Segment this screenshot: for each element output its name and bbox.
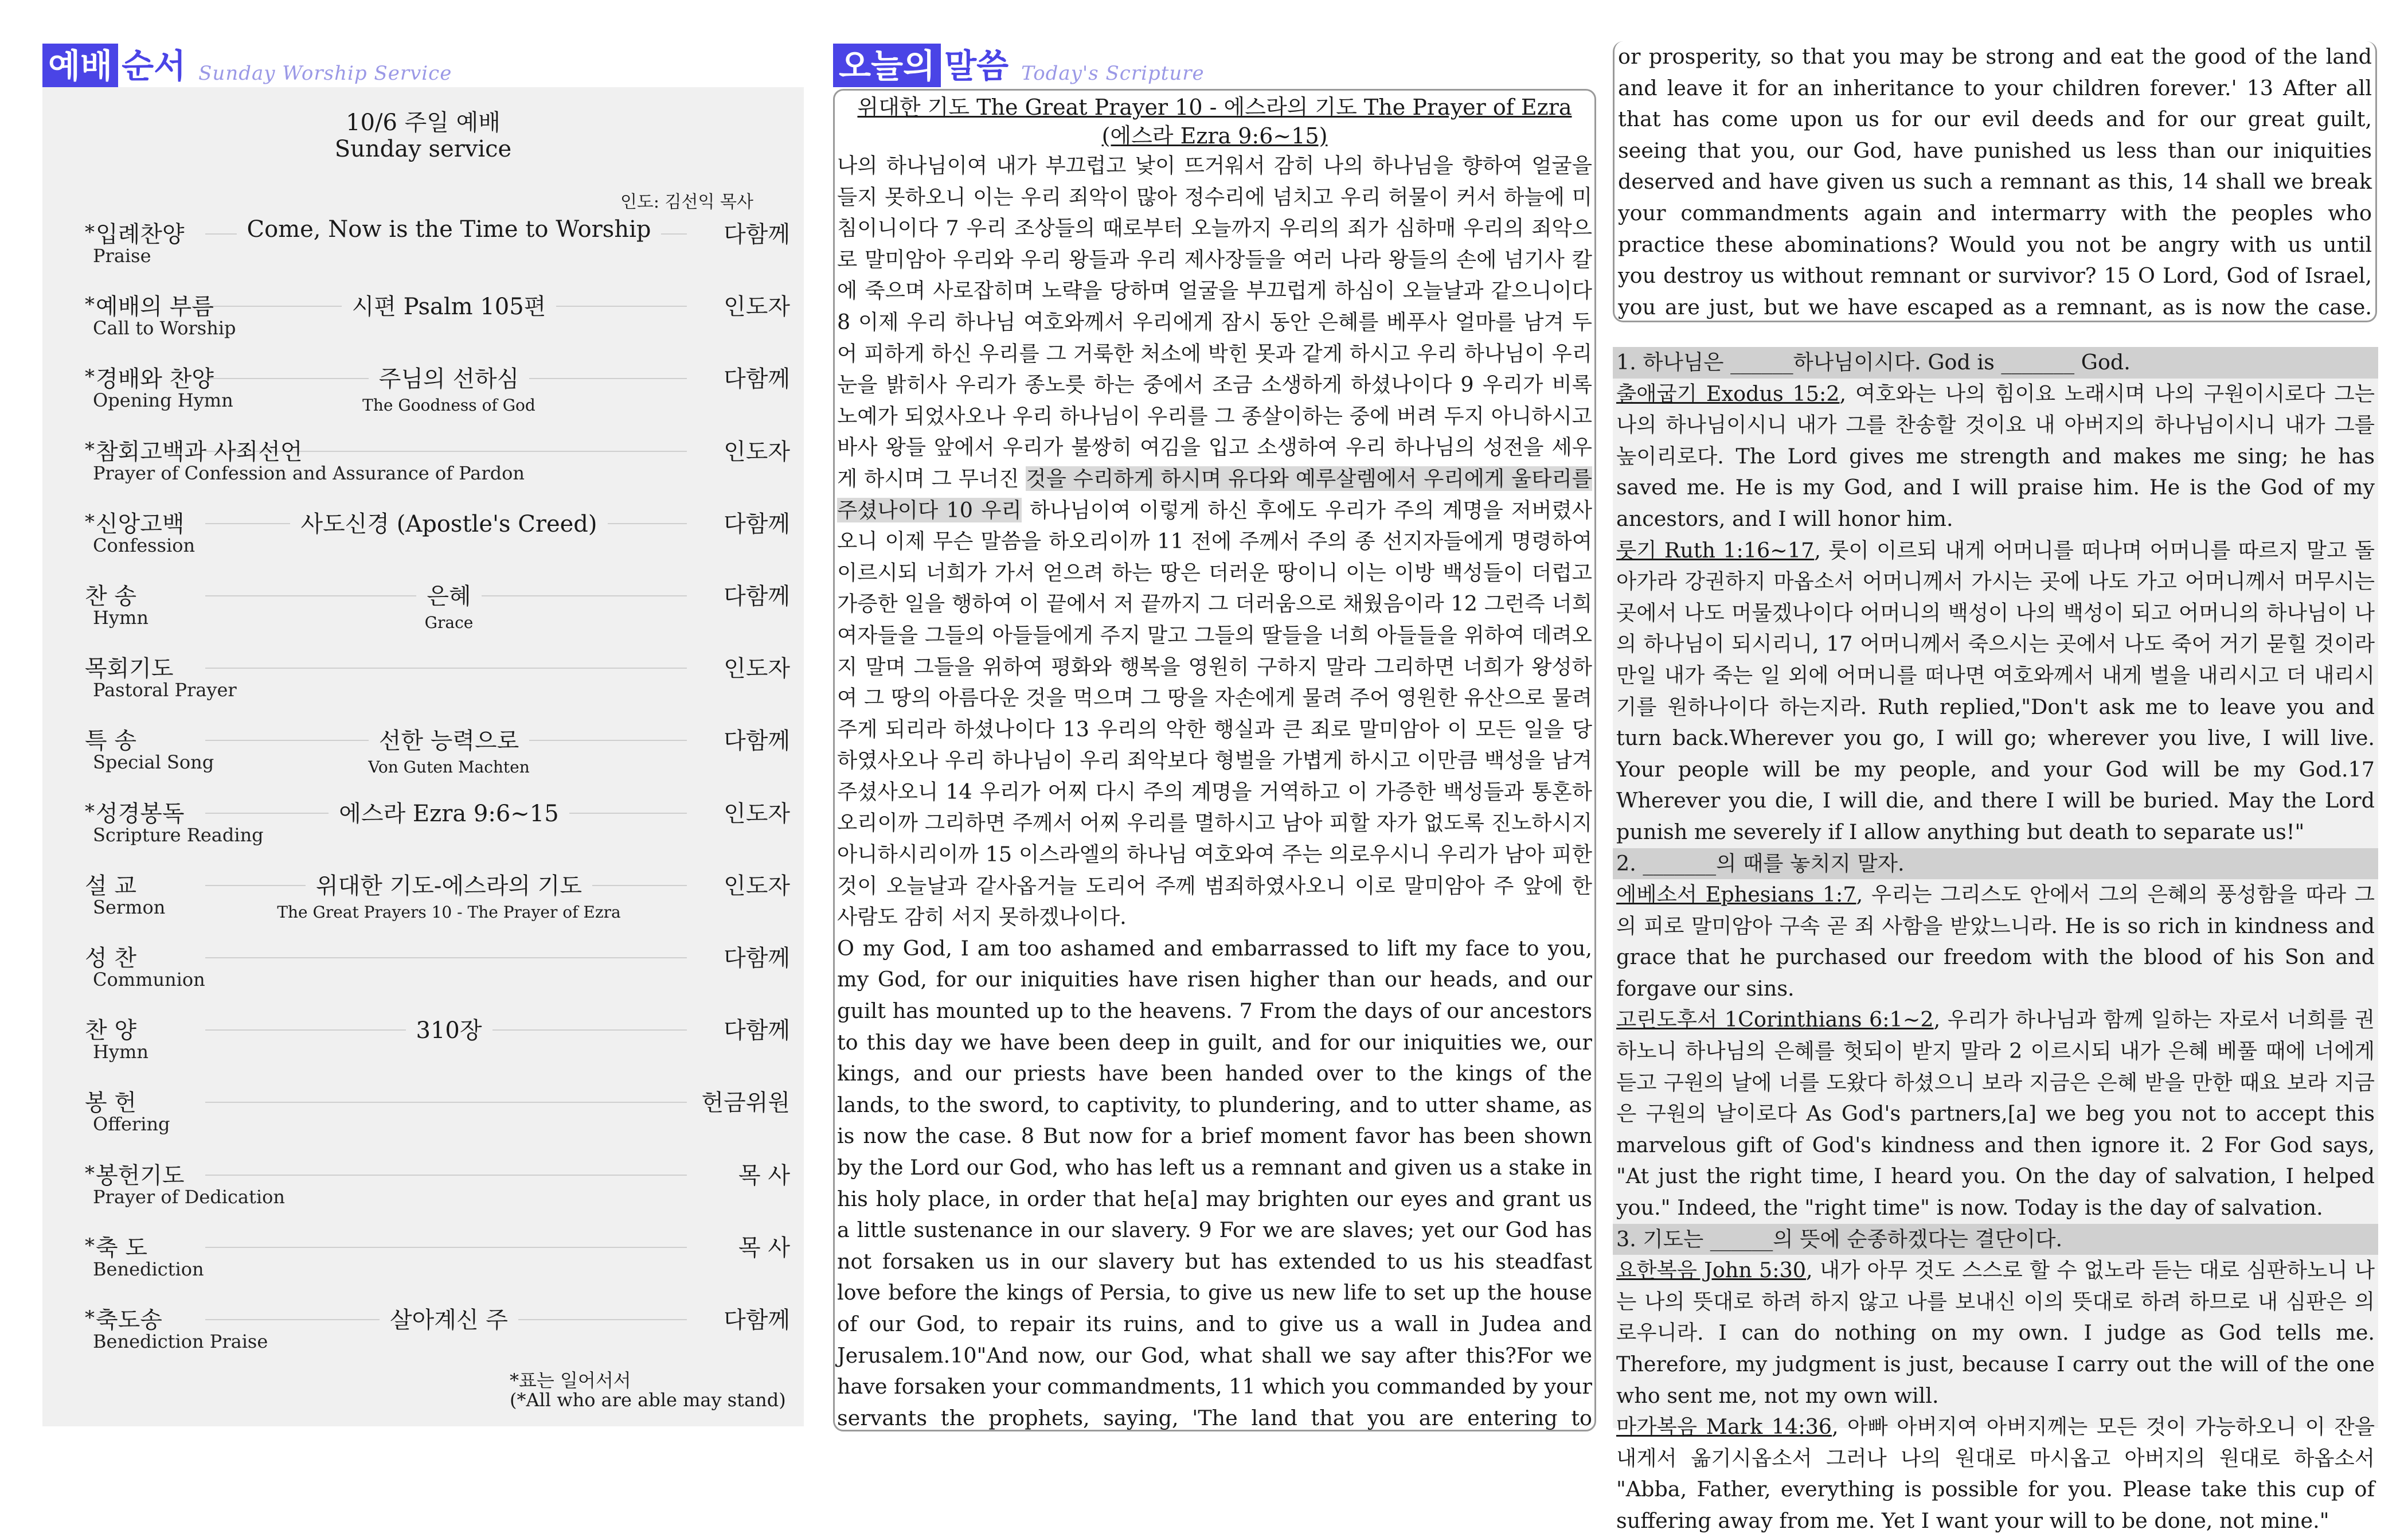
verse-text: , 우리는 그리스도 안에서 그의 은혜의 풍성함을 따라 그의 피로 말미암아 구속 곧 죄 사함을 받았느니라. He is so rich in kindness and grace that he purchased our freedom with the blood of his Son and forgave our sins. <box>1616 882 2375 1001</box>
scripture-panel <box>833 89 1596 1431</box>
order-item <box>85 288 790 352</box>
order-item-detail-main: 에스라 Ezra 9:6~15 <box>329 795 569 828</box>
sermon-point-heading: 1. 하나님은 ______하나님이시다. God is _______ God. <box>1613 347 2378 379</box>
order-item-role: 다함께 <box>714 578 790 611</box>
order-item <box>85 216 790 279</box>
order-item-role: 인도자 <box>714 288 790 321</box>
scripture-ko-part2: 하나님이여 이렇게 하신 후에도 우리가 주의 계명을 저버렸사오니 이제 무슨 말씀을 하오리이까 11 전에 주께서 주의 종 선지자들에게 명령하여 이르시되 너희가 가서 얻으려 하는 땅은 더러운 땅이니 이는 이방 백성들이 더럽고 가증한 일을 행하여 이 끝에서 저 끝까지 그 더러움으로 채웠음이라 12 그런즉 너희 여자들을 그들의 아들들에게 주지 말고 그들의 딸들을 너희 아들들을 위하여 데려오지 말며 그들을 위하여 평화와 행복을 영원히 구하지 말라 그리하면 너희가 왕성하여 그 땅의 아름다운 것을 먹으며 그 땅을 자손에게 물려 주어 영원한 유산으로 물려 주게 되리라 하셨나이다 13 우리의 악한 행실과 큰 죄로 말미암아 이 모든 일을 당하였사오나 우리 하나님이 우리 죄악보다 형벌을 가볍게 하시고 이만큼 백성을 남겨 주셨사오니 14 우리가 어찌 다시 주의 계명을 거역하고 이 가증한 백성들과 통혼하오리이까 그리하면 주께서 어찌 우리를 멸하시고 남아 피할 자가 없도록 진노하시지 아니하시리이까 15 이스라엘의 하나님 여호와여 주는 의로우시니 우리가 남아 피한 것이 오늘날과 같사옵거늘 도리어 주께 범죄하였사오니 이로 말미암아 주 앞에 한 사람도 감히 서지 못하겠나이다. <box>837 497 1592 930</box>
sermon-point-reference <box>1613 1411 2378 1536</box>
scripture-header <box>833 41 1205 87</box>
scripture-ko-highlight: 것을 수리하게 하시며 유다와 예루살렘에서 우리에게 울타리를 주셨나이다 10 우리 <box>837 466 1592 522</box>
order-item <box>85 940 790 1003</box>
order-item <box>85 361 790 424</box>
stand-asterisk: * <box>85 799 95 823</box>
order-item <box>85 578 790 641</box>
stand-asterisk: * <box>85 1161 95 1185</box>
order-item-detail-sub: Grace <box>424 613 474 632</box>
order-item-ko-label: 성경봉독 <box>96 800 185 827</box>
order-item-detail-sub: The Great Prayers 10 - The Prayer of Ezra <box>277 902 621 922</box>
order-item-detail-sub: The Goodness of God <box>362 396 535 415</box>
leader-line <box>205 1102 687 1103</box>
order-item-en: Scripture Reading <box>93 824 264 846</box>
verse-text: , 룻이 이르되 내게 어머니를 떠나며 어머니를 따르지 말고 돌아가라 강권하지 마옵소서 어머니께서 가시는 곳에 나도 가고 어머니께서 머무시는 곳에서 나도 머물겠나이다 어머니의 백성이 나의 백성이 되고 어머니의 하나님이 나의 하나님이 되시리니, 17 어머니께서 죽으시는 곳에서 나도 죽어 거기 묻힐 것이라 만일 내가 죽는 일 외에 어머니를 떠나면 여호와께서 내게 벌을 내리시고 더 내리시기를 원하나이다 하는지라. Ruth replied,"Don't ask me to leave you and turn back.Wherever you go, I will go; wherever you live, I will live. Your people will be my people, and your God will be my God.17 Wherever you die, I will die, and there I will be buried. May the Lord punish me severely if I allow anything but death to separate us!" <box>1616 537 2375 844</box>
scripture-en-part1: O my God, I am too ashamed and embarrassed to lift my face to you, my God, for our iniquities have risen higher than our heads, and our guilt has mounted up to the heavens. 7 From the days of our ancestors to this day we have been deep in guilt, and for our iniquities we, our kings, and our priests have been handed over to the kings of the lands, to the sword, to captivity, to plundering, and to utter shame, as is now the case. 8 But now for a brief moment favor has been shown by the Lord our God, who has left us a remnant and given us a stake in his holy place, in order that he[a] may brighten our eyes and grant us a little sustenance in our slavery. 9 For we are slaves; yet our God has not forsaken us in our slavery but has extended to us his steadfast love before the kings of Persia, to give us new life to set up the house of our God, to repair its ruins, and to give us a wall in Judea and Jerusalem.10"And now, our God, what shall we say after this?For we have forsaken your commandments, 11 which you commanded by your servants the prophets, saying, 'The land that you are entering to <box>837 935 1592 1430</box>
leader-line <box>205 1247 687 1248</box>
stand-asterisk: * <box>85 1234 95 1257</box>
order-item-role: 목 사 <box>729 1230 790 1262</box>
order-item <box>85 650 790 713</box>
order-item-detail-main: 위대한 기도-에스라의 기도 <box>306 868 592 900</box>
order-item <box>85 1085 790 1148</box>
scripture-title <box>835 93 1594 150</box>
order-item <box>85 506 790 569</box>
verse-reference: 마가복음 Mark 14:36 <box>1616 1414 1832 1440</box>
service-leader: 인도: 김선익 목사 <box>620 192 753 212</box>
order-item-ko <box>85 434 302 466</box>
scripture-ko-part1: 나의 하나님이여 내가 부끄럽고 낯이 뜨거워서 감히 나의 하나님을 향하여 얼굴을 들지 못하오니 이는 우리 죄악이 많아 정수리에 넘치고 우리 허물이 커서 하늘에 미침이니이다 7 우리 조상들의 때로부터 오늘까지 우리의 죄가 심하매 우리의 죄악으로 말미암아 우리와 우리 왕들과 우리 제사장들을 여러 나라 왕들의 손에 넘기사 칼에 죽으며 사로잡히며 노략을 당하며 얼굴을 부끄럽게 하심이 오늘날과 같으니이다 8 이제 우리 하나님 여호와께서 우리에게 잠시 동안 은혜를 베푸사 얼마를 남겨 두어 피하게 하신 우리를 그 거룩한 처소에 박힌 못과 같게 하시고 우리 하나님이 우리 눈을 밝히사 우리가 종노릇 하는 중에서 조금 소생하게 하셨나이다 9 우리가 비록 노예가 되었사오나 우리 하나님이 우리를 그 종살이하는 중에 버려 두지 아니하시고 바사 왕들 앞에서 우리가 불쌍히 여김을 입고 소생하여 우리 하나님의 성전을 세우게 하시며 그 무너진 <box>837 153 1592 491</box>
order-item-en: Prayer of Dedication <box>93 1185 285 1208</box>
order-item-detail-main: 주님의 선하심 <box>369 361 530 393</box>
stand-asterisk: * <box>85 293 95 317</box>
sermon-point-heading: 2. _______의 때를 놓치지 말자. <box>1613 848 2378 880</box>
order-item-detail <box>177 723 721 777</box>
order-item-ko-label: 찬 송 <box>85 583 136 610</box>
order-item-role: 인도자 <box>714 795 790 828</box>
verse-reference: 룻기 Ruth 1:16~17 <box>1616 537 1815 563</box>
order-item-detail-main: 시편 Psalm 105편 <box>342 288 557 321</box>
order-item-role: 인도자 <box>714 868 790 900</box>
order-item-ko-label: 설 교 <box>85 872 136 899</box>
stand-asterisk: * <box>85 1306 95 1329</box>
order-item-en: Communion <box>93 969 205 990</box>
verse-text: , 여호와는 나의 힘이요 노래시며 나의 구원이시로다 그는 나의 하나님이시니 내가 그를 찬송할 것이요 내 아버지의 하나님이시니 내가 그를 높이리로다. The Lord gives me strength and makes me sing; he has saved me. He is my God, and I will praise him. He is the God of my ancestors, and I will honor him. <box>1616 381 2375 531</box>
order-item <box>85 434 790 497</box>
service-subtitle: Sunday service <box>334 136 512 162</box>
order-item-ko <box>85 868 136 900</box>
order-item <box>85 1302 790 1365</box>
order-item-en: Sermon <box>93 896 166 918</box>
order-item-en: Prayer of Confession and Assurance of Pardon <box>93 462 525 484</box>
order-item-role: 다함께 <box>714 723 790 755</box>
order-item-role: 다함께 <box>714 940 790 973</box>
order-item-ko-label: 특 송 <box>85 728 136 755</box>
order-header <box>42 41 452 87</box>
verse-reference: 고린도후서 1Corinthians 6:1~2 <box>1616 1007 1934 1032</box>
order-item-ko <box>85 1230 147 1262</box>
order-item-detail-main: 사도신경 (Apostle's Creed) <box>290 506 607 539</box>
order-item <box>85 723 790 786</box>
order-item-ko <box>85 506 185 539</box>
order-item <box>85 868 790 931</box>
footnote-en: (*All who are able may stand) <box>510 1389 786 1411</box>
order-item-detail <box>177 1302 721 1335</box>
scripture-continuation: or prosperity, so that you may be strong and eat the good of the land and leave it for an inheritance to your children forever.' 13 After all that has come upon us for our evil deeds and for our great guilt, seeing that you, our God, have punished us less than our iniquities deserved and have given us such a remnant as this, 14 shall we break your commandments again and intermarry with the peoples who practice these abominations? Would you not be angry with us until you destroy us without remnant or survivor? 15 O Lord, God of Israel, you are just, but we have escaped as a remnant, as is now the case. <box>1613 41 2377 322</box>
order-item-detail-main: 은혜 <box>416 578 481 611</box>
stand-asterisk: * <box>85 221 95 244</box>
sermon-points-panel <box>1613 347 2378 1533</box>
order-item-role: 헌금위원 <box>692 1085 790 1117</box>
order-item-ko-label: 목회기도 <box>85 656 174 682</box>
verse-reference: 에베소서 Ephesians 1:7 <box>1616 882 1856 907</box>
order-item-role: 다함께 <box>714 216 790 249</box>
order-item-en: Confession <box>93 534 196 556</box>
order-item <box>85 1012 790 1075</box>
stand-asterisk: * <box>85 438 95 461</box>
order-header-en: Sunday Worship Service <box>198 62 452 85</box>
sermon-point-reference <box>1613 1255 2378 1411</box>
order-item <box>85 1230 790 1293</box>
order-item-role: 다함께 <box>714 361 790 393</box>
scripture-header-ko2: 말씀 <box>944 46 1009 85</box>
order-item-detail <box>177 361 721 415</box>
order-item-ko-label: 예배의 부름 <box>96 294 214 321</box>
order-item-detail-main: 선한 능력으로 <box>369 723 530 755</box>
order-item-ko <box>85 940 136 973</box>
order-item-ko <box>85 1302 162 1335</box>
order-item-role: 다함께 <box>714 506 790 539</box>
order-item-role: 인도자 <box>714 650 790 683</box>
order-item-role: 목 사 <box>729 1157 790 1190</box>
verse-reference: 요한복음 John 5:30 <box>1616 1258 1807 1283</box>
order-item-detail-main: 310장 <box>406 1012 492 1045</box>
order-item-detail <box>177 1012 721 1045</box>
order-item-ko <box>85 650 174 683</box>
order-item-en: Hymn <box>93 1041 148 1063</box>
order-item <box>85 795 790 859</box>
order-item-en: Benediction Praise <box>93 1331 268 1352</box>
sermon-point-reference <box>1613 535 2378 848</box>
verse-text: , 우리가 하나님과 함께 일하는 자로서 너희를 권하노니 하나님의 은혜를 헛되이 받지 말라 2 이르시되 내가 은혜 베풀 때에 너에게 듣고 구원의 날에 너를 도왔다 하셨으니 보라 지금은 은혜 받을 만한 때요 보라 지금은 구원의 날이로다 As God's partners,[a] we beg you not to accept this marvelous gift of God's kindness and then ignore it. 2 For God says, "At just the right time, I heard you. On the day of salvation, I helped you." Indeed, the "right time" is now. Today is the day of salvation. <box>1616 1007 2375 1220</box>
order-item-role: 다함께 <box>714 1302 790 1335</box>
order-item-detail-sub: Von Guten Machten <box>368 758 530 777</box>
order-item-ko-label: 경배와 찬양 <box>96 366 214 393</box>
order-item-detail <box>177 868 721 922</box>
scripture-title-main: 위대한 기도 The Great Prayer 10 - 에스라의 기도 The Prayer of Ezra <box>857 95 1572 120</box>
order-item-en: Hymn <box>93 607 148 629</box>
order-item-en: Praise <box>93 245 151 267</box>
order-item-ko <box>85 578 136 611</box>
leader-line <box>205 1175 687 1176</box>
scripture-title-ref: (에스라 Ezra 9:6~15) <box>1101 123 1328 149</box>
sermon-point-reference <box>1613 879 2378 1004</box>
order-item-ko-label: 신앙고백 <box>96 510 185 537</box>
order-item-role: 다함께 <box>714 1012 790 1045</box>
leader-line <box>205 668 687 669</box>
order-of-worship-panel <box>42 87 804 1426</box>
order-item-detail <box>177 506 721 539</box>
order-item-detail <box>177 216 721 243</box>
order-item-role: 인도자 <box>714 434 790 466</box>
order-item-detail <box>177 288 721 321</box>
order-item-ko <box>85 795 185 828</box>
leader-line <box>205 957 687 958</box>
order-item-en: Offering <box>93 1113 170 1136</box>
verse-text: , 아빠 아버지여 아버지께는 모든 것이 가능하오니 이 잔을 내게서 옮기시옵소서 그러나 나의 원대로 마시옵고 아버지의 원대로 하옵소서 "Abba, Father, everything is possible for you. Please take this cup of suffering away from me. Yet I want your will to be done, not mine." <box>1616 1414 2375 1533</box>
order-item-ko-label: 축도송 <box>96 1307 162 1333</box>
verse-text: , 내가 아무 것도 스스로 할 수 없노라 듣는 대로 심판하노니 나는 나의 뜻대로 하려 하지 않고 나를 보내신 이의 뜻대로 하려 하므로 내 심판은 의로우니라. I can do nothing on my own. I judge as God tells me. Therefore, my judgment is just, because I carry out the will of the one who sent me, not my own will. <box>1616 1258 2375 1408</box>
order-item-detail-main: 살아계신 주 <box>380 1302 518 1335</box>
order-item-ko-label: 축 도 <box>96 1234 147 1261</box>
order-item-detail <box>177 795 721 828</box>
order-item-en: Pastoral Prayer <box>93 679 237 701</box>
order-item <box>85 1157 790 1220</box>
sermon-point-reference <box>1613 379 2378 535</box>
order-item-en: Benediction <box>93 1258 204 1280</box>
scripture-english-text <box>835 933 1594 1431</box>
order-header-ko2: 순서 <box>122 46 186 85</box>
order-item-en: Call to Worship <box>93 317 236 340</box>
order-item-ko <box>85 723 136 755</box>
order-item-ko-label: 봉헌기도 <box>96 1162 185 1189</box>
order-item-ko-label: 성 찬 <box>85 945 136 972</box>
order-item-ko-label: 찬 양 <box>85 1017 136 1044</box>
order-item-en: Opening Hymn <box>93 389 233 412</box>
order-item-ko <box>85 1012 136 1045</box>
sermon-point-heading: 3. 기도는 ______의 뜻에 순종하겠다는 결단이다. <box>1613 1224 2378 1255</box>
stand-asterisk: * <box>85 365 95 389</box>
order-item-ko <box>85 216 185 249</box>
order-item-ko <box>85 1157 185 1190</box>
order-item-ko-label: 봉 헌 <box>85 1090 136 1117</box>
order-header-ko1: 예배 <box>42 44 118 87</box>
order-item-ko <box>85 1085 136 1117</box>
verse-reference: 출애굽기 Exodus 15:2 <box>1616 381 1840 406</box>
sermon-point-reference <box>1613 1004 2378 1223</box>
footnote-ko: *표는 일어서서 <box>510 1370 631 1391</box>
order-item-en: Special Song <box>93 751 214 774</box>
order-item-ko-label: 참회고백과 사죄선언 <box>96 438 303 465</box>
order-item-ko-label: 입례찬양 <box>96 221 185 248</box>
scripture-header-en: Today's Scripture <box>1021 62 1205 85</box>
order-item-detail-main: Come, Now is the Time to Worship <box>237 216 662 243</box>
scripture-korean-text <box>835 150 1594 933</box>
service-date-title: 10/6 주일 예배 <box>346 110 501 136</box>
stand-asterisk: * <box>85 510 95 533</box>
order-item-detail <box>177 578 721 632</box>
scripture-header-ko1: 오늘의 <box>833 44 941 87</box>
